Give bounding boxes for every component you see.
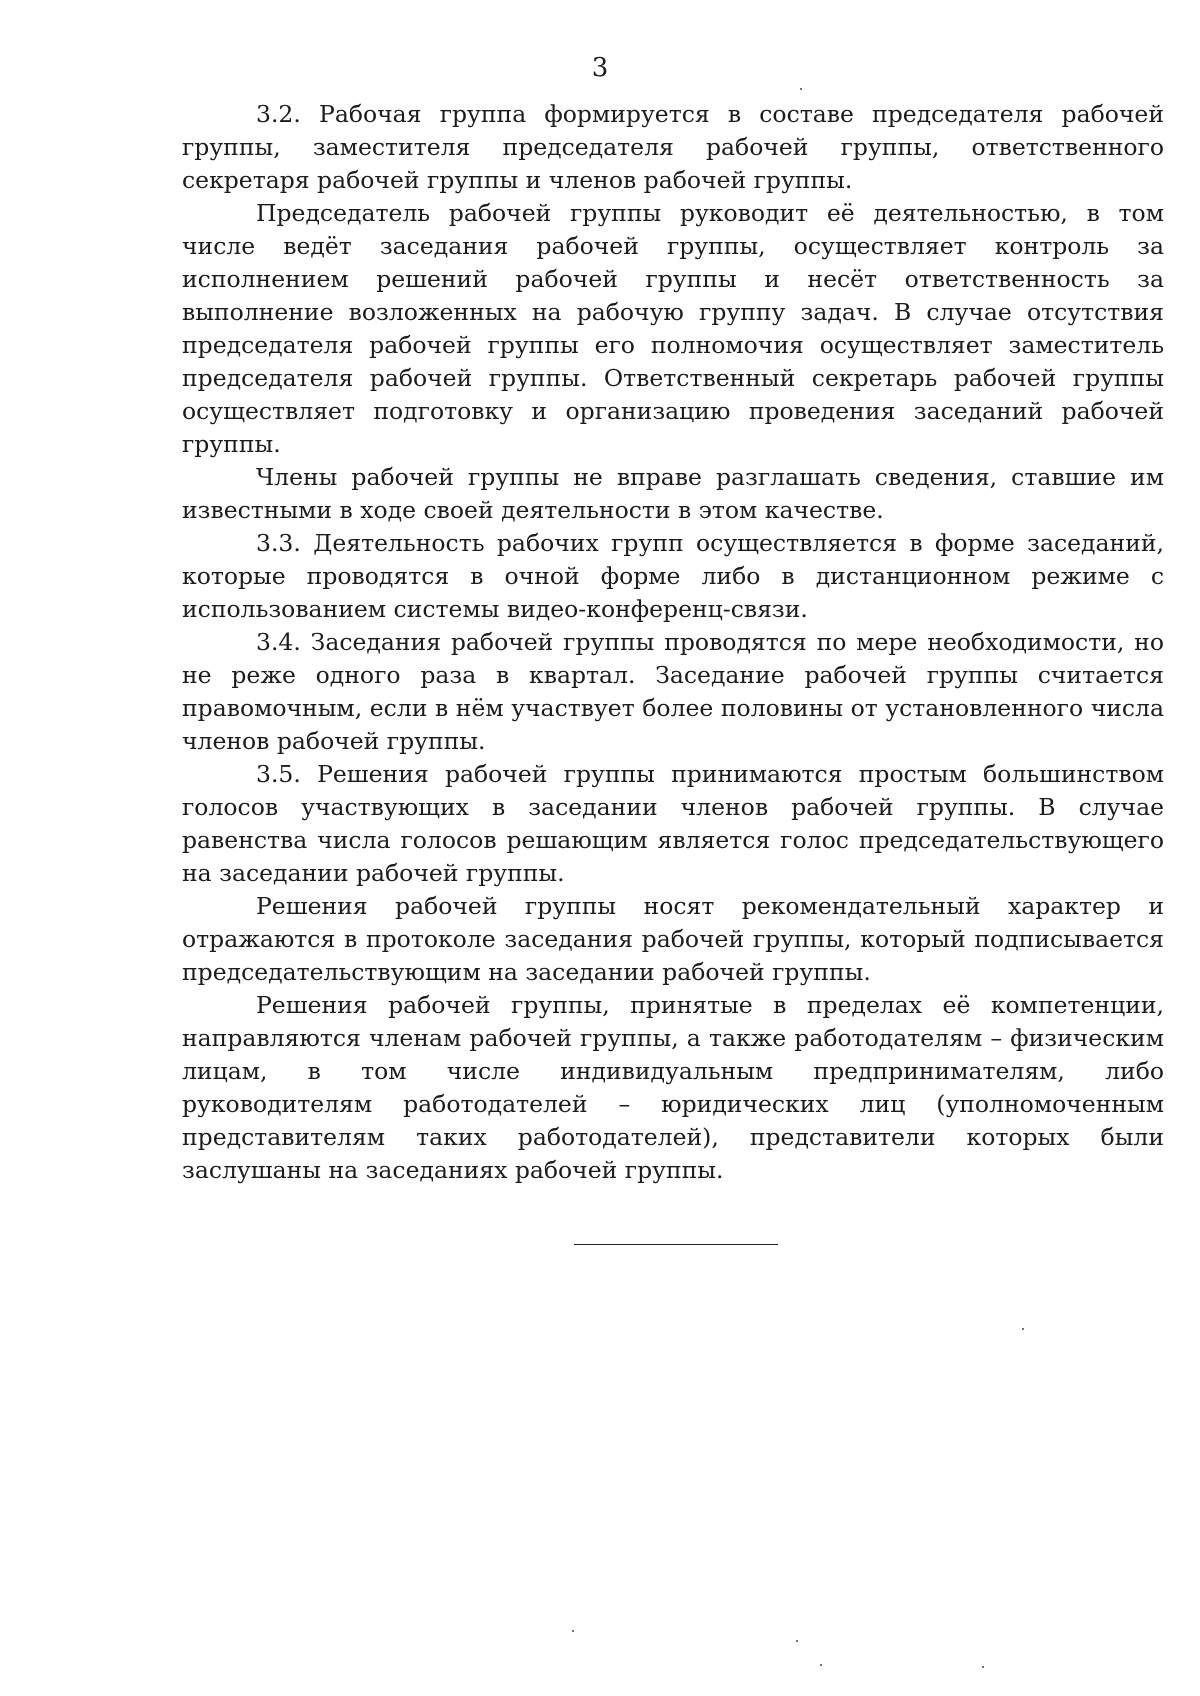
end-of-text-rule: [574, 1244, 778, 1245]
page-number: 3: [591, 53, 609, 83]
paragraph-decisions-distribution: Решения рабочей группы, принятые в пределах её компетенции, направляются членам рабочей группы, а также работодателям – физическим лицам, в том числе индивидуальным предпринимателям, либо руководителям работодателей – юридических лиц (уполномоченным представителям таких работодателей), представители которых были заслушаны на заседаниях рабочей группы.: [182, 991, 1164, 1184]
scan-speck: [820, 1664, 822, 1666]
paragraph-decisions-advisory: Решения рабочей группы носят рекомендательный характер и отражаются в протоколе заседания рабочей группы, который подписывается председательствующим на заседании рабочей группы.: [182, 892, 1164, 986]
paragraph-members-confidentiality: Члены рабочей группы не вправе разглашать сведения, ставшие им известными в ходе своей деятельности в этом качестве.: [182, 463, 1164, 524]
scan-speck: [1022, 1328, 1024, 1330]
paragraph-3-2: 3.2. Рабочая группа формируется в составе председателя рабочей группы, заместителя председателя рабочей группы, ответственного секретаря рабочей группы и членов рабочей группы.: [182, 100, 1164, 194]
scan-speck: [982, 1666, 984, 1668]
document-body: [182, 98, 1164, 1187]
scan-speck: [572, 1630, 574, 1632]
paragraph-3-5: 3.5. Решения рабочей группы принимаются простым большинством голосов участвующих в заседании членов рабочей группы. В случае равенства числа голосов решающим является голос председательствующего на заседании рабочей группы.: [182, 760, 1164, 887]
paragraph-3-3: 3.3. Деятельность рабочих групп осуществляется в форме заседаний, которые проводятся в очной форме либо в дистанционном режиме с использованием системы видео-конференц-связи.: [182, 529, 1164, 623]
scan-speck: [796, 1640, 798, 1642]
paragraph-3-4: 3.4. Заседания рабочей группы проводятся по мере необходимости, но не реже одного раза в квартал. Заседание рабочей группы считается правомочным, если в нём участвует более половины от установленного числа членов рабочей группы.: [182, 628, 1164, 755]
paragraph-chairman-duties: Председатель рабочей группы руководит её деятельностью, в том числе ведёт заседания рабочей группы, осуществляет контроль за исполнением решений рабочей группы и несёт ответственность за выполнение возложенных на рабочую группу задач. В случае отсутствия председателя рабочей группы его полномочия осуществляет заместитель председателя рабочей группы. Ответственный секретарь рабочей группы осуществляет подготовку и организацию проведения заседаний рабочей группы.: [182, 199, 1164, 458]
scan-speck: [800, 88, 802, 90]
